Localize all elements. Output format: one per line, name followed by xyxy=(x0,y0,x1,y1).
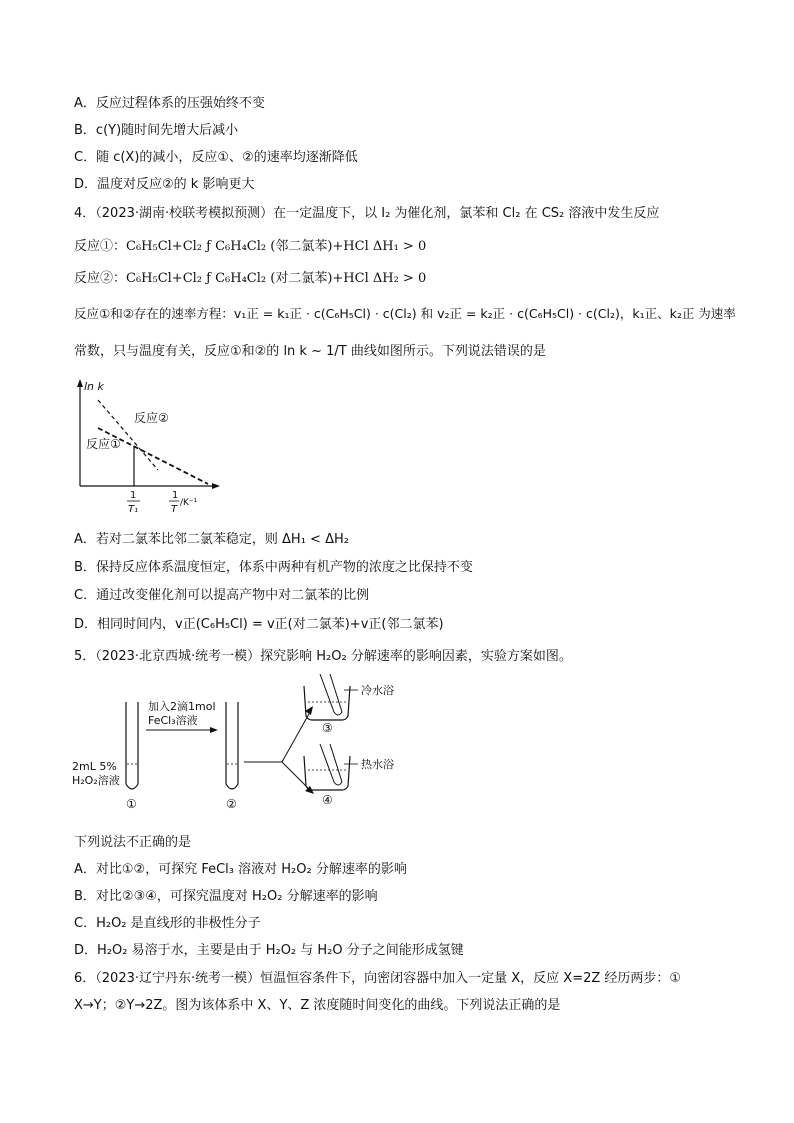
prev-option-b: B．c(Y)随时间先增大后减小 xyxy=(74,123,239,138)
prev-option-d: D．温度对反应②的 k 影响更大 xyxy=(74,177,255,192)
t-tick-numerator: 1 xyxy=(172,490,179,501)
q4-option-c: C．通过改变催化剂可以提高产物中对二氯苯的比例 xyxy=(74,588,370,603)
beaker-4-number: ④ xyxy=(322,793,333,807)
q5-prompt: 下列说法不正确的是 xyxy=(74,835,192,850)
t-tick-denominator: T xyxy=(171,504,178,515)
t1-tick-denominator: T₁ xyxy=(128,504,139,515)
prev-option-a: A．反应过程体系的压强始终不变 xyxy=(74,96,265,111)
tube-in-beaker-4 xyxy=(320,744,342,785)
q4-rate-equation: 反应①和②存在的速率方程：v₁正 = k₁正 · c(C₆H₅Cl) · c(Cl₂) 和 v₂正 = k₂正 · c(C₆H₅Cl) · c(Cl₂)，k₁正、k₂正 为速率 xyxy=(74,306,736,321)
reaction-2-label: 反应② xyxy=(134,411,169,425)
t1-tick-numerator: 1 xyxy=(130,490,137,501)
y-axis-arrow xyxy=(77,379,83,387)
prev-option-c: C．随 c(X)的减小，反应①、②的速率均逐渐降低 xyxy=(74,150,358,165)
tube-2-number: ② xyxy=(226,797,237,811)
q6-stem-line-1: 6．（2023·辽宁丹东·统考一模）恒温恒容条件下，向密闭容器中加入一定量 X，反应 X=2Z 经历两步：① xyxy=(74,971,682,986)
reaction-1-label: 反应① xyxy=(86,437,121,451)
add-fecl3-arrowhead xyxy=(210,727,218,733)
q5-option-a: A．对比①②，可探究 FeCl₃ 溶液对 H₂O₂ 分解速率的影响 xyxy=(74,862,407,877)
add-reagent-name: FeCl₃溶液 xyxy=(148,714,198,727)
test-tube-1 xyxy=(126,702,138,789)
q6-stem-line-2: X→Y；②Y→2Z。图为该体系中 X、Y、Z 浓度随时间变化的曲线。下列说法正确的是 xyxy=(74,998,561,1013)
arrow-to-cold xyxy=(282,712,310,762)
y-axis-label: ln k xyxy=(84,380,104,393)
h2o2-experiment-figure xyxy=(72,672,402,812)
lnk-vs-inverse-t-figure xyxy=(74,376,224,516)
beaker-4 xyxy=(304,756,350,790)
test-tube-2 xyxy=(226,702,238,789)
q5-stem: 5．（2023·北京西城·统考一模）探究影响 H₂O₂ 分解速率的影响因素，实验方案如图。 xyxy=(74,649,572,664)
tube-1-number: ① xyxy=(126,797,137,811)
beaker-3-number: ③ xyxy=(322,721,333,735)
q4-reaction-1: 反应①：C₆H₅Cl+Cl₂ ƒ C₆H₄Cl₂ (邻二氯苯)+HCl ΔH₁ > 0 xyxy=(74,239,427,254)
q4-option-d: D．相同时间内，v正(C₆H₅Cl) = v正(对二氯苯)+v正(邻二氯苯) xyxy=(74,617,444,632)
q4-option-a: A．若对二氯苯比邻二氯苯稳定，则 ΔH₁ < ΔH₂ xyxy=(74,532,349,547)
q4-stem: 4．（2023·湖南·校联考模拟预测）在一定温度下，以 I₂ 为催化剂，氯苯和 Cl₂ 在 CS₂ 溶液中发生反应 xyxy=(74,206,660,221)
q4-constant-text: 常数，只与温度有关，反应①和②的 ln k ~ 1/T 曲线如图所示。下列说法错误的是 xyxy=(74,344,546,359)
tube-in-beaker-3 xyxy=(320,674,342,715)
left-label-volume: 2mL 5% xyxy=(72,760,117,773)
q5-option-d: D．H₂O₂ 易溶于水，主要是由于 H₂O₂ 与 H₂O 分子之间能形成氢键 xyxy=(74,943,464,958)
left-label-solution: H₂O₂溶液 xyxy=(72,774,120,787)
cold-bath-label: 冷水浴 xyxy=(361,684,394,697)
t-tick-unit: /K⁻¹ xyxy=(180,498,198,508)
hot-bath-label: 热水浴 xyxy=(361,758,394,771)
q5-option-c: C．H₂O₂ 是直线形的非极性分子 xyxy=(74,916,261,931)
x-axis-arrow xyxy=(212,483,220,489)
add-reagent-label: 加入2滴1mol xyxy=(148,700,216,713)
q5-option-b: B．对比②③④，可探究温度对 H₂O₂ 分解速率的影响 xyxy=(74,889,378,904)
q4-reaction-2: 反应②：C₆H₅Cl+Cl₂ ƒ C₆H₄Cl₂ (对二氯苯)+HCl ΔH₂ > 0 xyxy=(74,271,427,286)
q4-option-b: B．保持反应体系温度恒定，体系中两种有机产物的浓度之比保持不变 xyxy=(74,560,473,575)
